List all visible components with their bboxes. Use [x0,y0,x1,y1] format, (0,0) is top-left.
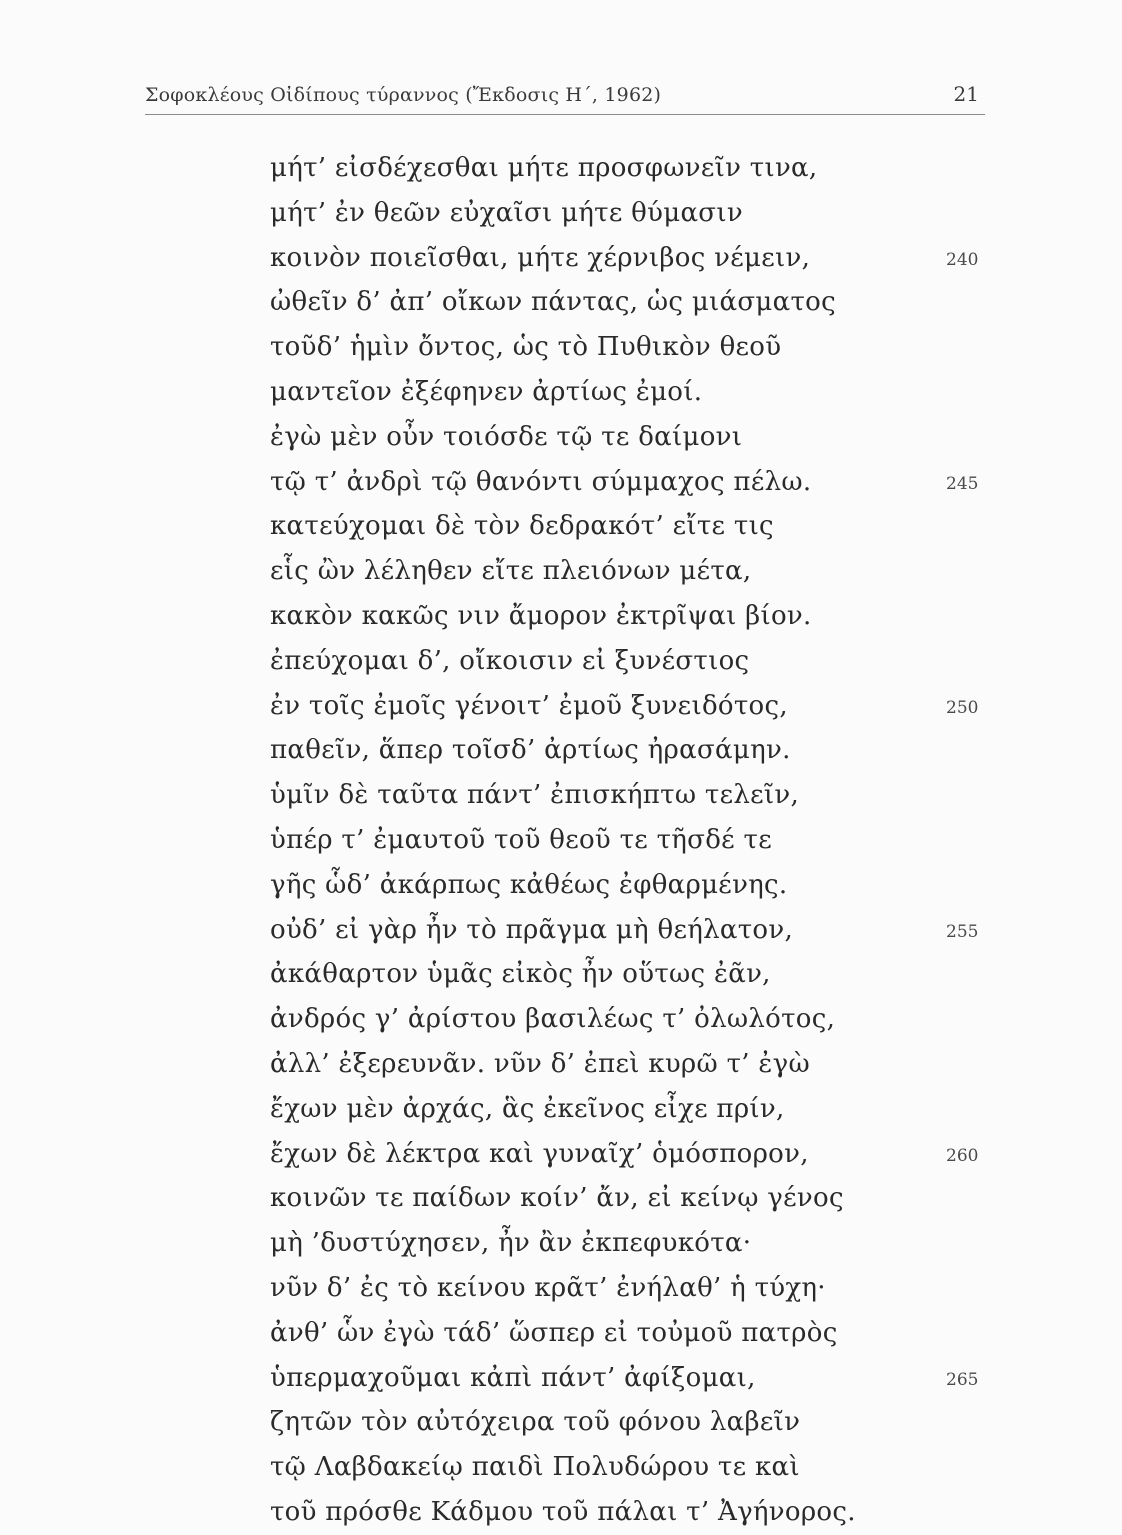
verse-line [270,952,990,997]
verse-line [270,146,990,191]
verse-line [270,1356,990,1401]
verse-line [270,1311,990,1356]
verse-text: μήτ’ εἰσδέχεσθαι μήτε προσφωνεῖν τινα, [270,153,818,183]
verse-text: ἐν τοῖς ἐμοῖς γένοιτ’ ἐμοῦ ξυνειδότος, [270,690,788,721]
verse-line [270,191,990,236]
verse-line [270,236,990,281]
verse-line [270,639,990,684]
verse-line [270,1087,990,1132]
verse-line [270,818,990,863]
verse-line [270,280,990,325]
verse-text: κοινῶν τε παίδων κοίν’ ἄν, εἰ κείνῳ γένος [270,1183,844,1214]
verse-text: ζητῶν τὸν αὐτόχειρα τοῦ φόνου λαβεῖν [270,1407,801,1438]
line-number: 255 [946,921,979,942]
line-number: 240 [946,249,979,270]
verse-text: ἔχων μὲν ἀρχάς, ἃς ἐκεῖνος εἶχε πρίν, [270,1093,785,1124]
verse-line [270,1132,990,1177]
running-header-title: Σοφοκλέους Οἰδίπους τύραννος (Ἔκδοσις Η΄, 1962) [145,84,662,106]
verse-text: μήτ’ ἐν θεῶν εὐχαῖσι μήτε θύμασιν [270,197,743,228]
verse-line [270,908,990,953]
verse-line [270,325,990,370]
verse-text: ἐπεύχομαι δ’, οἴκοισιν εἰ ξυνέστιος [270,645,750,676]
verse-text: ὑμῖν δὲ ταῦτα πάντ’ ἐπισκήπτω τελεῖν, [270,780,800,811]
line-number: 260 [946,1145,979,1166]
verse-line [270,1266,990,1311]
verse-text: ἀλλ’ ἐξερευνᾶν. νῦν δ’ ἐπεὶ κυρῶ τ’ ἐγὼ [270,1048,810,1079]
verse-text: ἀνθ’ ὧν ἐγὼ τάδ’ ὥσπερ εἰ τοὐμοῦ πατρὸς [270,1317,838,1348]
verse-line [270,1042,990,1087]
verse-text: ὑπερμαχοῦμαι κἀπὶ πάντ’ ἀφίξομαι, [270,1362,756,1393]
verse-line [270,1176,990,1221]
verse-block [270,146,990,1535]
verse-line [270,370,990,415]
verse-text: κατεύχομαι δὲ τὸν δεδρακότ’ εἴτε τις [270,511,774,542]
verse-line [270,997,990,1042]
verse-line [270,1490,990,1535]
verse-text: τῷ τ’ ἀνδρὶ τῷ θανόντι σύμμαχος πέλω. [270,466,812,497]
verse-text: τῷ Λαβδακείῳ παιδὶ Πολυδώρου τε καὶ [270,1452,800,1483]
verse-text: ἀκάθαρτον ὑμᾶς εἰκὸς ἦν οὕτως ἐᾶν, [270,959,771,990]
verse-text: νῦν δ’ ἐς τὸ κείνου κρᾶτ’ ἐνήλαθ’ ἡ τύχη· [270,1272,826,1303]
verse-line [270,684,990,729]
verse-text: οὐδ’ εἰ γὰρ ἦν τὸ πρᾶγμα μὴ θεήλατον, [270,914,794,945]
page-number: 21 [953,82,979,106]
verse-text: ὑπέρ τ’ ἐμαυτοῦ τοῦ θεοῦ τε τῆσδέ τε [270,824,772,855]
verse-text: τοῦ πρόσθε Κάδμου τοῦ πάλαι τ’ Ἀγήνορος. [270,1496,856,1527]
verse-text: ὠθεῖν δ’ ἀπ’ οἴκων πάντας, ὡς μιάσματος [270,287,836,318]
verse-line [270,415,990,460]
verse-text: μαντεῖον ἐξέφηνεν ἀρτίως ἐμοί. [270,376,703,407]
verse-line [270,773,990,818]
verse-text: κοινὸν ποιεῖσθαι, μήτε χέρνιβος νέμειν, [270,242,811,273]
verse-text: γῆς ὧδ’ ἀκάρπως κἀθέως ἐφθαρμένης. [270,869,788,900]
running-header [145,78,985,115]
line-number: 245 [946,473,979,494]
verse-line [270,460,990,505]
verse-line [270,728,990,773]
verse-text: ἔχων δὲ λέκτρα καὶ γυναῖχ’ ὁμόσπορον, [270,1138,809,1169]
verse-line [270,1400,990,1445]
verse-line [270,1221,990,1266]
verse-text: μὴ ’δυστύχησεν, ἦν ἂν ἐκπεφυκότα· [270,1228,752,1259]
verse-text: παθεῖν, ἅπερ τοῖσδ’ ἀρτίως ἠρασάμην. [270,735,791,766]
verse-text: ἀνδρός γ’ ἀρίστου βασιλέως τ’ ὀλωλότος, [270,1004,836,1035]
verse-text: κακὸν κακῶς νιν ἄμορον ἐκτρῖψαι βίον. [270,600,812,631]
verse-line [270,504,990,549]
verse-line [270,863,990,908]
verse-line [270,549,990,594]
verse-line [270,594,990,639]
verse-text: τοῦδ’ ἡμὶν ὄντος, ὡς τὸ Πυθικὸν θεοῦ [270,332,782,363]
verse-line [270,1445,990,1490]
verse-text: εἷς ὢν λέληθεν εἴτε πλειόνων μέτα, [270,556,752,587]
verse-text: ἐγὼ μὲν οὖν τοιόσδε τῷ τε δαίμονι [270,421,743,452]
line-number: 250 [946,697,979,718]
line-number: 265 [946,1369,979,1390]
